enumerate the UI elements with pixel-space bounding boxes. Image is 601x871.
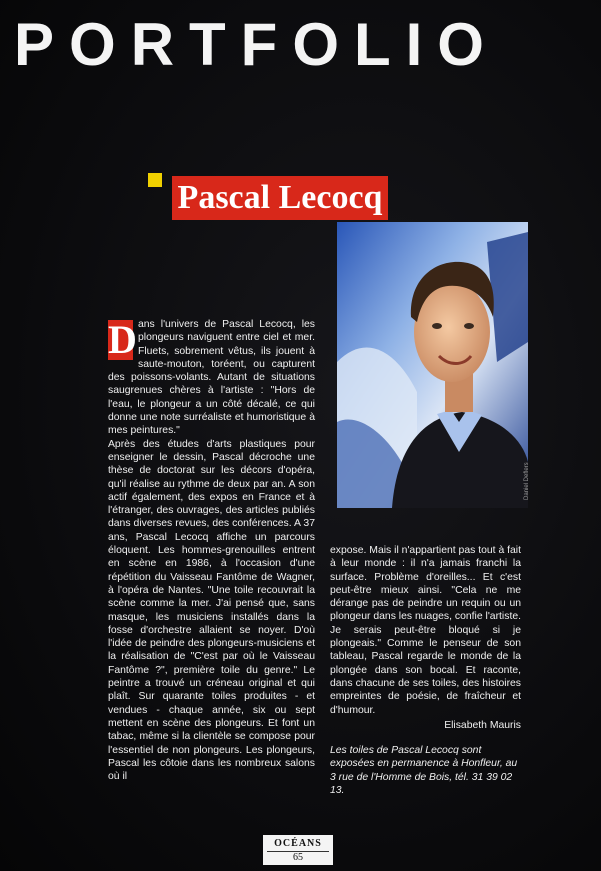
- portrait-photo: [337, 222, 528, 508]
- article-title: Pascal Lecocq: [177, 179, 383, 216]
- author-signature: Elisabeth Mauris: [444, 719, 521, 731]
- title-marker-square: [148, 173, 162, 187]
- article-paragraph-intro: ans l'univers de Pascal Lecocq, les plongeurs naviguent entre ciel et mer. Fluets, sobrement vêtus, ils jouent à saute-mouton, toréent, ou capturent des poissons-volants. Autant de situations saugrenues chères à l'artiste : "Hors de l'eau, le plongeur a un côté décalé, ce qui donne une note surréaliste et humoristique à mes peintures.": [108, 319, 315, 437]
- page-number: 65: [293, 852, 303, 863]
- article-paragraph-main: Après des études d'arts plastiques pour enseigner le dessin, Pascal décroche une thèse de doctorat sur les décors d'opéra, qu'il réalise au rythme de deux par an. A son actif également, des expos en France et à l'étranger, des ouvrages, des articles publiés dans diverses revues, des conférences. A 37 ans, Pascal Lecocq affiche un parcours éloquent. Les hommes-grenouilles entrent en scène en 1986, à l'occasion d'une répétition du Vaisseau Fantôme de Wagner, à l'opéra de Nantes. "Une toile recouvrait la scène comme la mer. J'ai pensé que, sans masque, les musiciens installés dans la fosse d'orchestre allaient se noyer. D'où l'idée de peindre des plongeurs-musiciens et la réalisation de "C'est par où le Vaisseau Fantôme ?", première toile du genre." Le peintre a trouvé un créneau original et qui plaît. Sur quarante toiles produites - et vendues - chaque année, six ou sept mettent en scène des plongeurs. Et font un tabac, même si la clientèle se compose pour l'essentiel de non plongeurs. Les plongeurs, Pascal les côtoie dans les nombreux salons où il: [108, 438, 315, 783]
- article-column-right: [330, 544, 521, 797]
- magazine-name: OCÉANS: [267, 837, 329, 852]
- article-paragraph-end: expose. Mais il n'appartient pas tout à fait à leur monde : il n'a jamais franchi la surface. Problème d'oreilles... Et c'est peut-être mieux ainsi. "Cela ne me dérange pas de peindre un requin ou un plongeur dans les nuages, confie l'artiste. Je serais peut-être bloqué si je plongeais." Comme le penseur de son tableau, Pascal regarde le monde de la plongée dans son bocal. Et raconte, dans chacune de ses toiles, des histoires empreintes de poésie, de fraîcheur et d'humour.: [330, 545, 521, 716]
- page-footer: [263, 835, 333, 865]
- photo-credit: Daniel Deflers: [524, 462, 530, 500]
- article-title-box: [172, 176, 388, 220]
- exhibition-note: Les toiles de Pascal Lecocq sont exposées en permanence à Honfleur, au 3 rue de l'Homme de Bois, tél. 31 39 02 13.: [330, 745, 518, 797]
- article-column-left: [108, 317, 315, 783]
- section-masthead: PORTFOLIO: [14, 11, 499, 78]
- drop-cap: D: [108, 317, 137, 362]
